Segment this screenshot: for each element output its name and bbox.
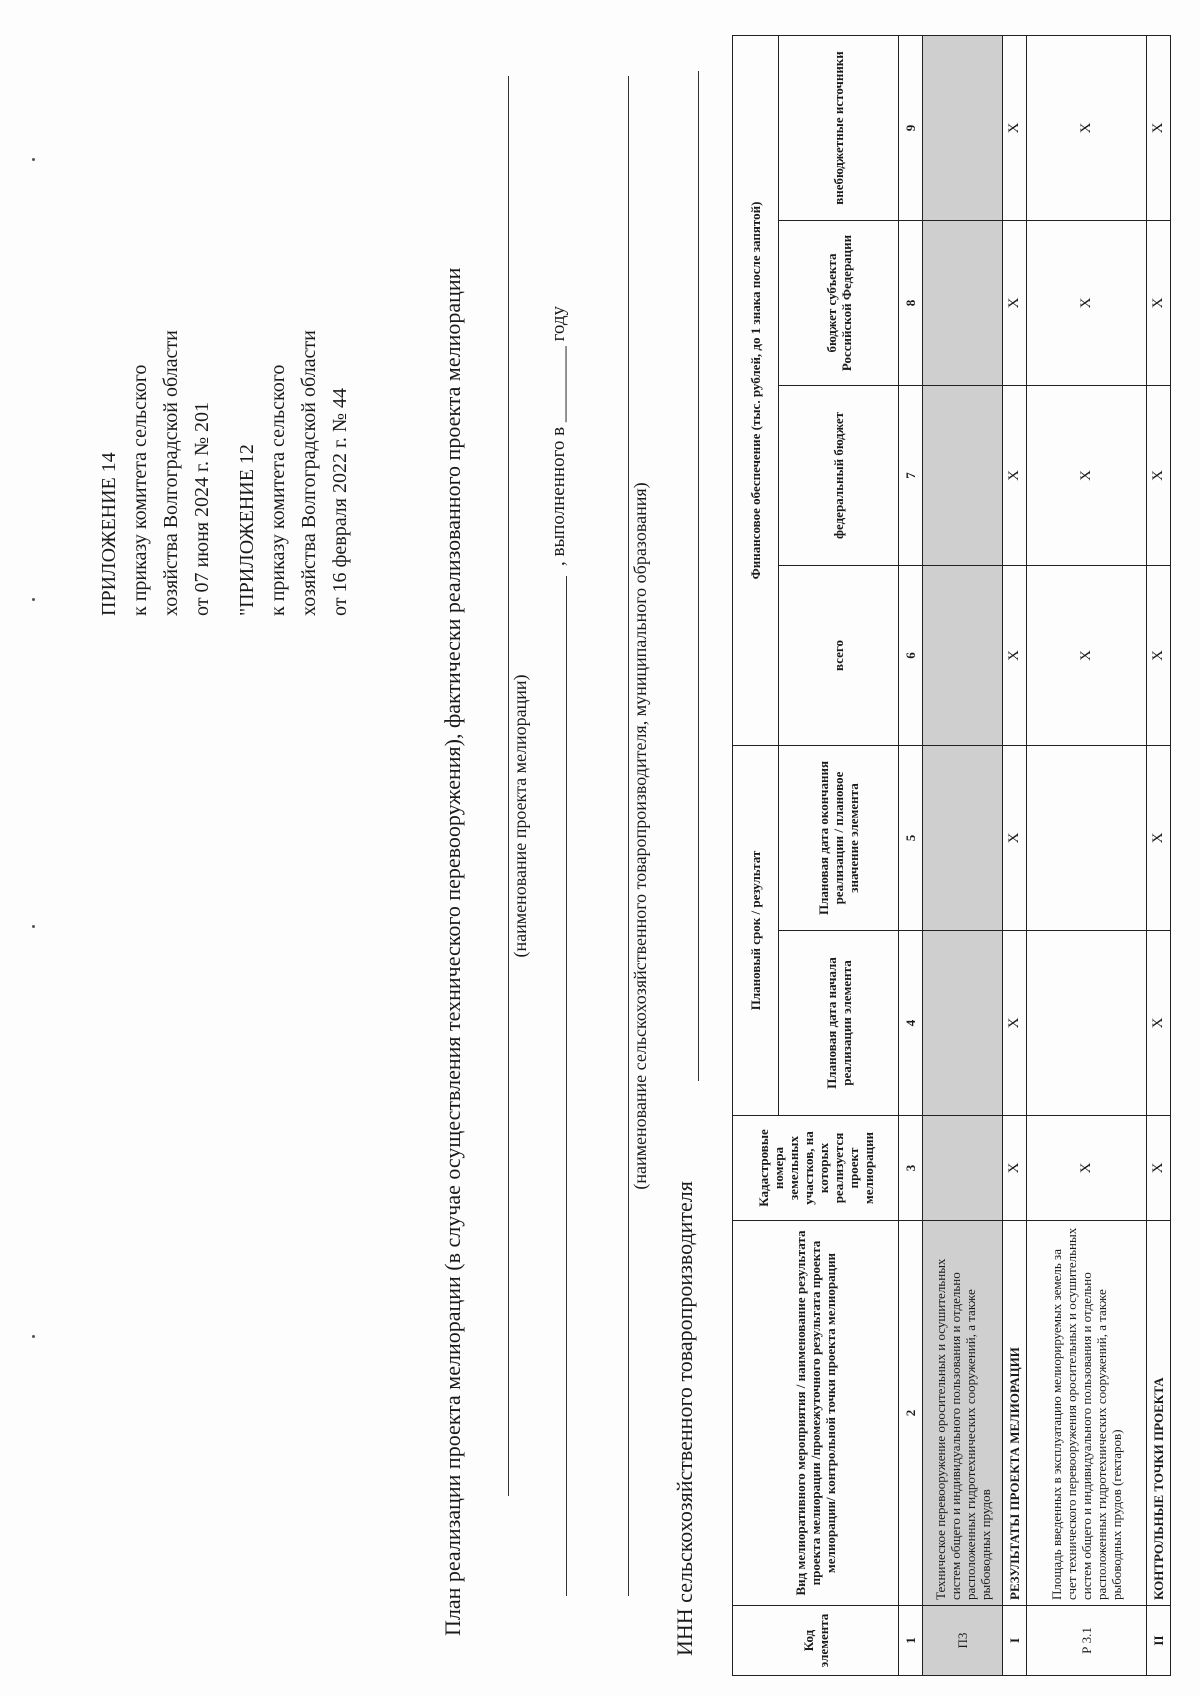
completed-in-year: , выполненного в ________ году (548, 305, 569, 566)
row-r31-cell: X (1027, 220, 1147, 385)
inn-line (698, 71, 699, 1081)
row-r31-cell: X (1027, 385, 1147, 565)
header-federal: федеральный бюджет (779, 385, 899, 565)
row-pz-cell (923, 565, 1003, 745)
row-control-cell: X (1147, 220, 1171, 385)
row-r31-code: Р 3.1 (1027, 1606, 1147, 1676)
row-control-cell: X (1147, 565, 1171, 745)
col-number: 4 (899, 931, 923, 1116)
row-pz-cell (923, 1116, 1003, 1221)
col-number: 7 (899, 385, 923, 565)
row-pz-cell (923, 220, 1003, 385)
document-title: План реализации проекта мелиорации (в случае осуществления технического перевооружения), фактически реализованного проекта мелиорации (440, 267, 465, 1636)
row-control-cell: X (1147, 745, 1171, 930)
header-start: Плановая дата начала реализации элемента (779, 931, 899, 1116)
row-r31-cell (1027, 931, 1147, 1116)
row-results-text: РЕЗУЛЬТАТЫ ПРОЕКТА МЕЛИОРАЦИИ (1003, 1221, 1027, 1606)
header-term-group: Плановый срок / результат (733, 745, 779, 1115)
appendix-old-line-2: к приказу комитета сельского (267, 364, 289, 616)
row-r31-cell: X (1027, 35, 1147, 220)
header-total: всего (779, 565, 899, 745)
appendix-new-line-3: хозяйства Волгоградской области (160, 330, 182, 616)
header-extra: внебюджетные источники (779, 35, 899, 220)
producer-caption: (наименование сельскохозяйственного товаропроизводителя, муниципального образования) (630, 482, 650, 1190)
row-results-cell: X (1003, 931, 1027, 1116)
header-regional: бюджет субъекта Российской Федерации (779, 220, 899, 385)
appendix-new-line-1: ПРИЛОЖЕНИЕ 14 (98, 452, 120, 616)
row-results-cell: X (1003, 565, 1027, 745)
row-r31-text: Площадь введенных в эксплуатацию мелиорируемых земель за счет технического перевооружения оросительных и осушительных систем общего и индивидуального пользования и отдельно расположенных гидротехнических сооружений, а также рыбоводных прудов (гектаров) (1027, 1221, 1147, 1606)
appendix-new-line-4: от 07 июня 2024 г. № 201 (191, 401, 213, 616)
col-number: 2 (899, 1221, 923, 1606)
col-number: 3 (899, 1116, 923, 1221)
col-number: 5 (899, 745, 923, 930)
header-code: Код элемента (733, 1606, 899, 1676)
project-name-line (508, 76, 509, 1496)
row-results-cell: X (1003, 35, 1027, 220)
row-control-text: КОНТРОЛЬНЫЕ ТОЧКИ ПРОЕКТА (1147, 1221, 1171, 1606)
row-control-cell: X (1147, 35, 1171, 220)
row-pz-cell (923, 35, 1003, 220)
row-results-cell: X (1003, 745, 1027, 930)
project-name-line-2 (566, 576, 567, 1596)
row-results-cell: X (1003, 220, 1027, 385)
header-end: Плановая дата окончания реализации / плановое значение элемента (779, 745, 899, 930)
header-kind: Вид мелиоративного мероприятия / наименование результата проекта мелиорации /промежуточного результата проекта мелиорации/ контрольной точки проекта мелиорации (733, 1221, 899, 1606)
row-results-code: I (1003, 1606, 1027, 1676)
header-finance-group: Финансовое обеспечение (тыс. рублей, до 1 знака после запятой) (733, 35, 779, 745)
row-results-cell: X (1003, 385, 1027, 565)
col-number: 9 (899, 35, 923, 220)
row-pz-cell (923, 385, 1003, 565)
inn-label: ИНН сельскохозяйственного товаропроизводителя (672, 1181, 697, 1656)
row-control-cell: X (1147, 1116, 1171, 1221)
col-number: 8 (899, 220, 923, 385)
appendix-header (94, 330, 356, 616)
row-r31-cell (1027, 745, 1147, 930)
row-r31-cell: X (1027, 565, 1147, 745)
row-pz-cell (923, 745, 1003, 930)
melioration-plan-table (732, 35, 1171, 1676)
producer-line (628, 76, 629, 1596)
appendix-old-line-4: от 16 февраля 2022 г. № 44 (329, 387, 351, 616)
row-pz-text: Техническое перевооружение оросительных и осушительных систем общего и индивидуального пользования и отдельно расположенных гидротехнических сооружений, а также рыбоводных прудов (923, 1221, 1003, 1606)
row-r31-cell: X (1027, 1116, 1147, 1221)
row-pz-code: П3 (923, 1606, 1003, 1676)
appendix-old-line-3: хозяйства Волгоградской области (298, 330, 320, 616)
row-control-cell: X (1147, 931, 1171, 1116)
row-control-code: II (1147, 1606, 1171, 1676)
row-pz-cell (923, 931, 1003, 1116)
appendix-new-line-2: к приказу комитета сельского (129, 364, 151, 616)
project-name-caption: (наименование проекта мелиорации) (510, 674, 530, 958)
row-results-cell: X (1003, 1116, 1027, 1221)
col-number: 6 (899, 565, 923, 745)
col-number: 1 (899, 1606, 923, 1676)
row-control-cell: X (1147, 385, 1171, 565)
appendix-old-line-1: "ПРИЛОЖЕНИЕ 12 (236, 444, 258, 616)
header-cadastral: Кадастровые номера земельных участков, на которых реализуется проект мелиорации (733, 1116, 899, 1221)
